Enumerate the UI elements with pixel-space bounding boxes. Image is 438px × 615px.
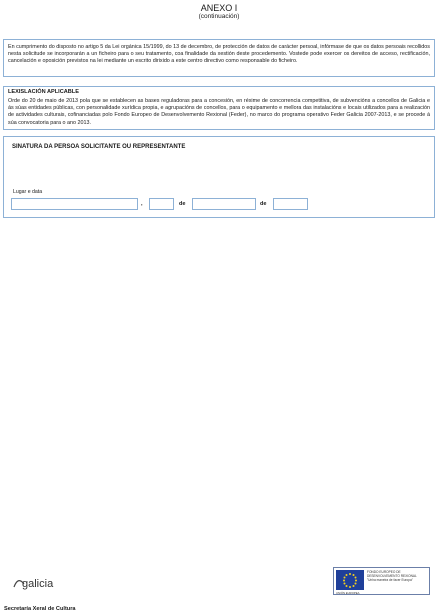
annex-subtitle: (continuación): [198, 13, 240, 20]
place-date-label: Lugar e data: [13, 189, 43, 195]
month-field[interactable]: [192, 198, 256, 210]
eu-fund-text: [367, 570, 417, 583]
signature-title: SINATURA DA PERSOA SOLICITANTE OU REPRESENTANTE: [12, 144, 186, 150]
de-separator-2: de: [260, 201, 267, 207]
legislation-box: [3, 86, 435, 130]
de-separator-1: de: [179, 201, 186, 207]
eu-flag-icon: [336, 570, 364, 590]
data-protection-text: En cumprimento do disposto no artigo 5 da Lei orgánica 15/1999, do 13 de decembro, de protección de datos de carácter persoal, infórmase de que os datos persoais recollidos nesta solicitude se incorporarán a un ficheiro para o seu tratamento, coa finalidade da xestión deste procedemento. Vostede pode exercer os dereitos de acceso, rectificación, cancelación e oposición previstos na lei mediante un escrito dirixido a este centro directivo como responsable do ficheiro.: [8, 44, 430, 65]
annex-title: ANEXO I: [200, 3, 238, 13]
eu-line-1: FONDO EUROPEO DE: [367, 570, 401, 574]
data-protection-box: [3, 39, 435, 77]
eu-caption: UNIÓN EUROPEA: [336, 591, 360, 595]
department-name: Secretaría Xeral de Cultura: [4, 606, 76, 612]
place-field[interactable]: [11, 198, 138, 210]
galicia-logo-text: galicia: [22, 578, 54, 590]
legislation-heading: LEXISLACIÓN APLICABLE: [8, 89, 79, 95]
eu-line-2: DESENVOLVEMENTO REXIONAL: [367, 574, 417, 579]
signature-box: [3, 136, 435, 218]
comma-separator: ,: [141, 201, 143, 207]
eu-feder-logo: [333, 567, 430, 595]
xunta-galicia-logo: [12, 572, 72, 597]
day-field[interactable]: [149, 198, 174, 210]
legislation-text: Orde do 20 de maio de 2013 pola que se establecen as bases reguladoras para a concesión, en réxime de concorrencia competitiva, de subvencións a concellos de Galicia e ás súas entidades públicas, con personalidade xurídica propia, e agrupacións de concellos, para o equipamento e mellora das instalacións e locais utilizados para a realización de actividades culturais, cofinanciadas polo Fondo Europeo de Desenvolvemento Rexional (Feder), no marco do programa operativo Feder Galicia 2007-2013, e se procede á súa convocatoria para o ano 2013.: [8, 98, 430, 126]
eu-line-3: "Unha maneira de facer Europa": [367, 578, 413, 583]
year-field[interactable]: [273, 198, 308, 210]
